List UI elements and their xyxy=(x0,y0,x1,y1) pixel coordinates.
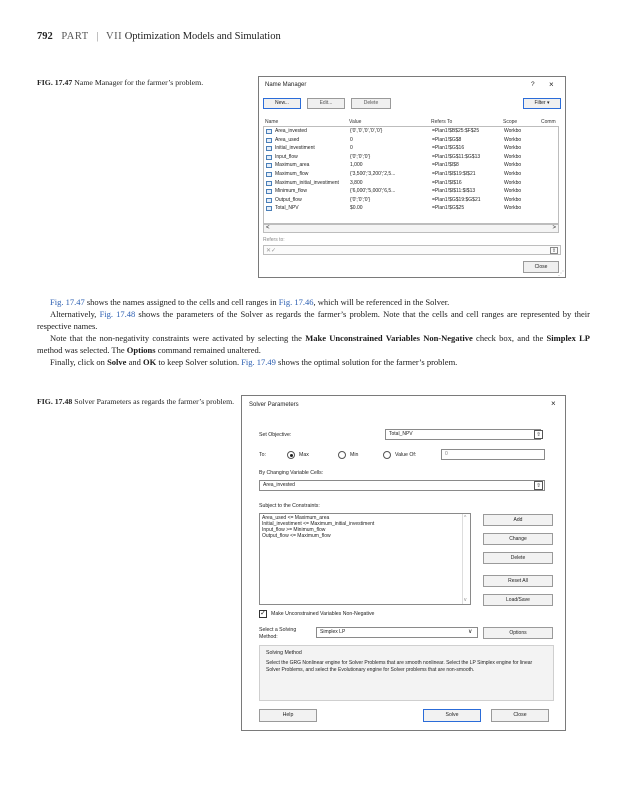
cell-name: Minimum_flow xyxy=(275,188,307,195)
cell-name: Output_flow xyxy=(275,196,302,203)
value-of-input[interactable]: 0 xyxy=(441,449,545,460)
solve-button[interactable]: Solve xyxy=(423,709,481,722)
text: , which will be referenced in the Solver. xyxy=(313,297,450,307)
cell-scope: Workbo xyxy=(504,179,522,186)
cell-value: {'6,000';'5,000';'6,5... xyxy=(350,188,396,195)
cell-scope: Workbo xyxy=(504,162,522,169)
name-manager-window xyxy=(258,76,566,278)
table-row[interactable] xyxy=(264,144,558,153)
close-icon[interactable]: × xyxy=(549,80,554,89)
cell-scope: Workbo xyxy=(504,205,522,212)
window-title: Name Manager xyxy=(265,82,307,88)
radio-value-of-label: Value Of: xyxy=(395,452,417,458)
section-title: Optimization Models and Simulation xyxy=(124,31,281,42)
horizontal-scrollbar[interactable] xyxy=(263,224,559,233)
scroll-left-icon[interactable]: < xyxy=(266,225,270,231)
cell-refers-to: =Plan1!$I$16 xyxy=(432,179,462,186)
paragraph xyxy=(37,308,590,332)
cell-value: {'0';'0';'0'} xyxy=(350,153,371,160)
change-button[interactable]: Change xyxy=(483,533,553,545)
reset-all-button[interactable]: Reset All xyxy=(483,575,553,587)
range-select-icon[interactable]: ⇧ xyxy=(551,248,557,254)
solving-method-heading: Solving Method xyxy=(266,650,302,656)
cell-scope: Workbo xyxy=(504,153,522,160)
options-button[interactable]: Options xyxy=(483,627,553,639)
page-number: 792 xyxy=(37,31,53,42)
column-header-comment[interactable]: Comm xyxy=(541,119,556,125)
text: command remained unaltered. xyxy=(155,345,261,355)
cell-refers-to: =Plan1!$B$25:$F$25 xyxy=(432,128,480,134)
window-title: Solver Parameters xyxy=(249,402,299,408)
cell-value: 1,000 xyxy=(350,162,363,169)
part-label: PART xyxy=(61,31,89,42)
table-row[interactable] xyxy=(264,127,558,136)
cell-name: Maximum_initial_investiment xyxy=(275,179,339,186)
scroll-down-icon[interactable]: v xyxy=(464,597,467,603)
solving-method-select[interactable]: Simplex LP xyxy=(316,627,478,638)
cell-name: Input_flow xyxy=(275,153,298,160)
cell-refers-to: =Plan1!$G$16 xyxy=(432,145,465,152)
table-row[interactable] xyxy=(264,153,558,162)
cell-name: Maximum_flow xyxy=(275,171,309,177)
named-range-icon xyxy=(266,155,272,160)
fig48-caption xyxy=(37,397,235,407)
paragraph xyxy=(37,332,590,356)
cell-name: Area_used xyxy=(275,136,300,143)
to-label: To: xyxy=(259,452,266,458)
text: and xyxy=(126,357,143,367)
table-row[interactable] xyxy=(264,170,558,179)
running-head xyxy=(37,31,281,42)
radio-max[interactable] xyxy=(287,451,295,459)
help-icon[interactable]: ? xyxy=(531,81,535,88)
table-row[interactable] xyxy=(264,187,558,196)
cell-refers-to: =Plan1!$I$19:$I$21 xyxy=(432,171,476,177)
cell-value: {'0','0','0','0','0'} xyxy=(350,128,383,134)
cell-name: Initial_investiment xyxy=(275,145,315,152)
bold-term: OK xyxy=(142,357,157,367)
text: shows the parameters of the Solver as regards the farmer’s problem. Note that the cells and cell ranges are represented by their respective names. xyxy=(37,309,590,331)
solver-parameters-window xyxy=(241,395,566,731)
cell-refers-to: =Plan1!$I$11:$I$13 xyxy=(432,188,476,195)
fig48-label: FIG. 17.48 xyxy=(37,397,73,406)
solving-method-group xyxy=(259,645,554,701)
cell-refers-to: =Plan1!$G$11:$G$13 xyxy=(432,153,481,160)
text: shows the optimal solution for the farmer’s problem. xyxy=(275,357,458,367)
refers-to-input[interactable] xyxy=(263,245,561,255)
radio-min[interactable] xyxy=(338,451,346,459)
objective-input[interactable]: Total_NPV xyxy=(385,429,541,440)
text: Alternatively, xyxy=(50,309,100,319)
close-button[interactable]: Close xyxy=(523,261,559,273)
resize-grip-icon[interactable]: ⋰ xyxy=(558,271,564,277)
cell-refers-to: =Plan1!$I$8 xyxy=(432,162,459,169)
cell-refers-to: =Plan1!$G$19:$G$21 xyxy=(432,196,481,203)
text: check box, and the xyxy=(472,333,547,343)
radio-value-of[interactable] xyxy=(383,451,391,459)
column-header-value[interactable]: Value xyxy=(349,119,362,125)
named-range-icon xyxy=(266,146,272,151)
cell-value: 0 xyxy=(350,145,353,152)
cell-scope: Workbo xyxy=(504,136,522,143)
list-item[interactable]: Output_flow <= Maximum_flow xyxy=(262,533,331,539)
delete-button[interactable]: Delete xyxy=(483,552,553,564)
vertical-scrollbar[interactable] xyxy=(462,514,470,604)
table-row[interactable] xyxy=(264,196,558,205)
cell-name: Maximum_area xyxy=(275,162,310,169)
edit-button[interactable]: Edit... xyxy=(307,98,345,109)
close-icon[interactable]: × xyxy=(551,399,556,408)
chevron-down-icon[interactable]: ∨ xyxy=(468,629,473,635)
cell-value: $0.00 xyxy=(350,205,363,212)
text: to keep Solver solution. xyxy=(156,357,242,367)
list-item[interactable]: Area_used <= Maximum_area xyxy=(262,515,330,521)
table-row[interactable] xyxy=(264,161,558,170)
cell-value: 0 xyxy=(350,136,353,143)
delete-button[interactable]: Delete xyxy=(351,98,391,109)
radio-max-label: Max xyxy=(299,452,309,458)
cell-scope: Workbo xyxy=(504,196,522,203)
paragraph xyxy=(37,356,590,368)
part-separator: | xyxy=(96,31,99,42)
cell-refers-to: =Plan1!$G$25 xyxy=(432,205,465,212)
solving-method-label: Select a Solving xyxy=(259,627,297,633)
new-button[interactable]: New... xyxy=(263,98,301,109)
part-number: VII xyxy=(105,31,123,42)
cancel-confirm-icons: ✕✓ xyxy=(266,248,277,254)
names-list xyxy=(263,126,559,224)
refers-to-label: Refers to: xyxy=(263,237,285,243)
column-header-scope[interactable]: Scope xyxy=(503,119,518,125)
named-range-icon xyxy=(266,129,272,134)
scroll-right-icon[interactable]: > xyxy=(552,225,556,231)
fig-link[interactable]: Fig. 17.46 xyxy=(278,297,314,307)
close-button[interactable]: Close xyxy=(491,709,549,722)
cell-refers-to: =Plan1!$G$8 xyxy=(432,136,462,143)
table-row[interactable] xyxy=(264,179,558,188)
named-range-icon xyxy=(266,181,272,186)
column-header-name[interactable]: Name xyxy=(265,119,279,125)
range-select-icon[interactable]: ⇧ xyxy=(534,430,543,439)
load-save-button[interactable]: Load/Save xyxy=(483,594,553,606)
table-row[interactable] xyxy=(264,136,558,145)
radio-min-label: Min xyxy=(350,452,359,458)
bold-term: Simplex LP xyxy=(546,333,590,343)
changing-cells-label: By Changing Variable Cells: xyxy=(259,470,324,476)
paragraph xyxy=(37,296,590,308)
set-objective-label: Set Objective: xyxy=(259,432,292,438)
nonnegative-checkbox[interactable]: ✓ xyxy=(260,610,266,617)
changing-cells-input[interactable]: Area_invested xyxy=(259,480,545,491)
named-range-icon xyxy=(266,172,272,177)
named-range-icon xyxy=(266,189,272,194)
fig-link[interactable]: Fig. 17.49 xyxy=(241,357,276,367)
list-item[interactable]: Initial_investiment <= Maximum_initial_investiment xyxy=(262,521,375,527)
bold-term: Options xyxy=(126,345,156,355)
cell-name: Total_NPV xyxy=(275,205,299,212)
cell-scope: Workbo xyxy=(504,171,522,177)
range-select-icon[interactable]: ⇧ xyxy=(534,481,543,490)
bold-term: Make Unconstrained Variables Non-Negative xyxy=(305,333,473,343)
fig47-label: FIG. 17.47 xyxy=(37,78,73,87)
named-range-icon xyxy=(266,163,272,168)
cell-value: {'0';'0';'0'} xyxy=(350,196,371,203)
solving-method-label-2: Method: xyxy=(259,634,278,640)
solving-method-description: Select the GRG Nonlinear engine for Solver Problems that are smooth nonlinear. Select the LP Simplex engine for linear Solver Problems, and select the Evolutionary engine for Solver problems that are non-smooth. xyxy=(266,660,533,673)
add-button[interactable]: Add xyxy=(483,514,553,526)
cell-value: 3,800 xyxy=(350,179,363,186)
fig47-caption-text: Name Manager for the farmer’s problem. xyxy=(74,78,204,87)
cell-value: {'3,500';'3,200';'2,5... xyxy=(350,171,396,177)
cell-scope: Workbo xyxy=(504,128,522,134)
text: Finally, click on xyxy=(50,357,108,367)
cell-name: Area_invested xyxy=(275,128,307,134)
cell-scope: Workbo xyxy=(504,145,522,152)
named-range-icon xyxy=(266,138,272,143)
cell-scope: Workbo xyxy=(504,188,522,195)
nonnegative-label: Make Unconstrained Variables Non-Negative xyxy=(271,611,375,617)
named-range-icon xyxy=(266,198,272,203)
text: shows the names assigned to the cells and cell ranges in xyxy=(84,297,279,307)
list-item[interactable]: Input_flow >= Minimum_flow xyxy=(262,527,326,533)
fig48-caption-text: Solver Parameters as regards the farmer’s problem. xyxy=(74,397,235,406)
table-row[interactable] xyxy=(264,204,558,213)
scroll-up-icon[interactable]: ^ xyxy=(464,515,467,521)
filter-button[interactable]: Filter ▾ xyxy=(523,98,561,109)
help-button[interactable]: Help xyxy=(259,709,317,722)
fig-link[interactable]: Fig. 17.47 xyxy=(50,297,85,307)
constraints-list[interactable] xyxy=(259,513,471,605)
fig47-caption xyxy=(37,78,252,88)
column-header-refers-to[interactable]: Refers To xyxy=(431,119,453,125)
bold-term: Solve xyxy=(107,357,127,367)
text: method was selected. The xyxy=(37,345,127,355)
fig-link[interactable]: Fig. 17.48 xyxy=(99,309,136,319)
named-range-icon xyxy=(266,206,272,211)
constraints-label: Subject to the Constraints: xyxy=(259,503,320,509)
text: Note that the non-negativity constraints were activated by selecting the xyxy=(50,333,306,343)
